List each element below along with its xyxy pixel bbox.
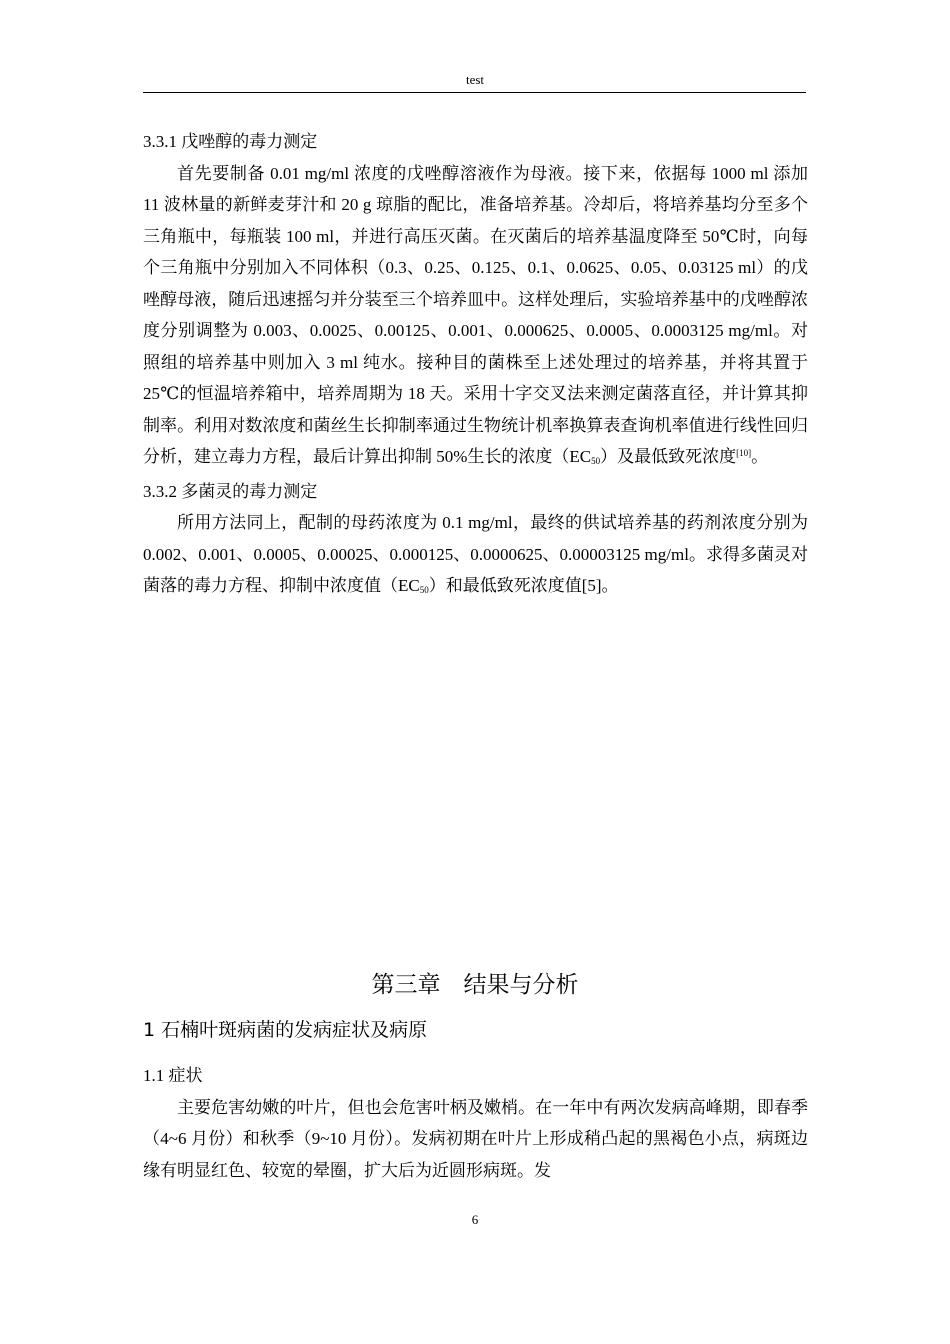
subscript: 50 — [419, 585, 429, 595]
paragraph-text: 。 — [751, 447, 769, 466]
body-content-bottom — [143, 1060, 808, 1186]
subscript: 50 — [591, 456, 601, 466]
subsection-title-3-3-1: 3.3.1 戊唑醇的毒力测定 — [143, 132, 318, 151]
chapter-title: 第三章 结果与分析 — [371, 972, 579, 998]
paragraph-text: 所用方法同上，配制的母药浓度为 0.1 mg/ml，最终的供试培养基的药剂浓度分别为 0.002、0.001、0.0005、0.00025、0.000125、0.0000625、0.00003125 mg/ml。求得多菌灵对菌落的毒力方程、抑制中浓度值（EC — [143, 513, 808, 595]
citation: [10] — [736, 448, 752, 458]
page-number: 6 — [471, 1212, 479, 1227]
header-rule — [143, 92, 806, 93]
section-title-1: 1 石楠叶斑病菌的发病症状及病原 — [143, 1019, 428, 1041]
paragraph-text: ）和最低致死浓度值[5]。 — [428, 576, 619, 595]
paragraph-text: 首先要制备 0.01 mg/ml 浓度的戊唑醇溶液作为母液。接下来，依据每 1000 ml 添加 11 波林量的新鲜麦芽汁和 20 g 琼脂的配比，准备培养基。冷却后，将培养基均分至多个三角瓶中，每瓶装 100 ml，并进行高压灭菌。在灭菌后的培养基温度降至 50℃时，向每个三角瓶中分别加入不同体积（0.3、0.25、0.125、0.1、0.0625、0.05、0.03125 ml）的戊唑醇母液，随后迅速摇匀并分装至三个培养皿中。这样处理后，实验培养基中的戊唑醇浓度分别调整为 0.003、0.0025、0.00125、0.001、0.000625、0.0005、0.0003125 mg/ml。对照组的培养基中则加入 3 ml 纯水。接种目的菌株至上述处理过的培养基，并将其置于 25℃的恒温培养箱中，培养周期为 18 天。采用十字交叉法来测定菌落直径，并计算其抑制率。利用对数浓度和菌丝生长抑制率通过生物统计机率换算表查询机率值进行线性回归分析，建立毒力方程，最后计算出抑制 50%生长的浓度（EC — [143, 163, 808, 466]
paragraph-carbendazim — [143, 507, 808, 605]
subsection-title-3-3-2: 3.3.2 多菌灵的毒力测定 — [143, 481, 318, 501]
subsection-title-1-1: 1.1 症状 — [143, 1066, 203, 1085]
body-content-top — [143, 126, 808, 605]
page-header: test — [465, 72, 485, 87]
paragraph-text: ）及最低致死浓度 — [600, 447, 737, 466]
paragraph-symptoms: 主要危害幼嫩的叶片，但也会危害叶柄及嫩梢。在一年中有两次发病高峰期，即春季（4~6 月份）和秋季（9~10 月份）。发病初期在叶片上形成稍凸起的黑褐色小点，病斑边缘有明显红色、较宽的晕圈，扩大后为近圆形病斑。发 — [143, 1097, 808, 1180]
paragraph-tebuconazole — [143, 158, 808, 476]
